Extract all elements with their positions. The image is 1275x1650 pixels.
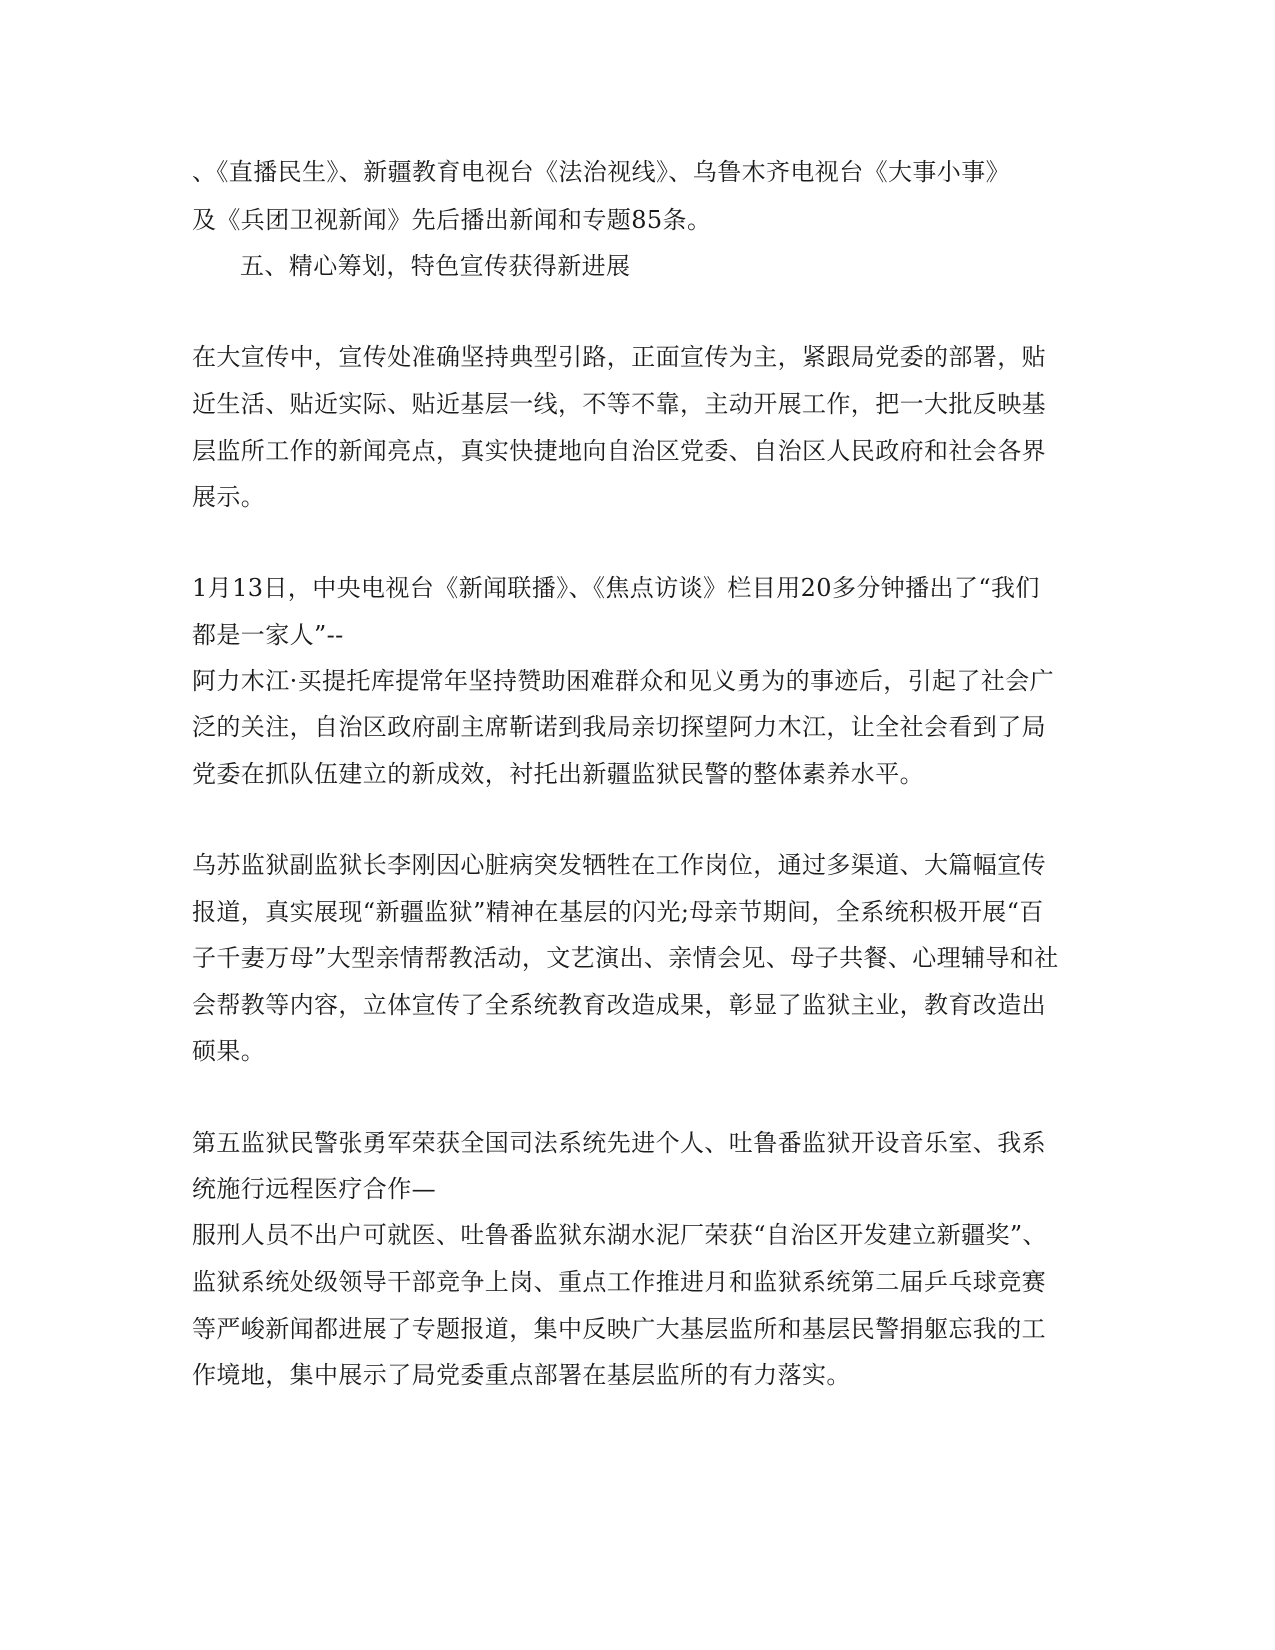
text-line: 近生活、贴近实际、贴近基层一线，不等不靠，主动开展工作，把一大批反映基 bbox=[192, 390, 1046, 418]
text-line: 等严峻新闻都进展了专题报道，集中反映广大基层监所和基层民警捐躯忘我的工 bbox=[192, 1315, 1046, 1343]
text-line: 监狱系统处级领导干部竞争上岗、重点工作推进月和监狱系统第二届乒乓球竞赛 bbox=[192, 1268, 1046, 1296]
text-line: 党委在抓队伍建立的新成效，衬托出新疆监狱民警的整体素养水平。 bbox=[192, 760, 924, 788]
text-line: 报道，真实展现“新疆监狱”精神在基层的闪光;母亲节期间，全系统积极开展“百 bbox=[192, 898, 1044, 926]
text-line: 第五监狱民警张勇军荣获全国司法系统先进个人、吐鲁番监狱开设音乐室、我系 bbox=[192, 1129, 1046, 1157]
text-line: 会帮教等内容，立体宣传了全系统教育改造成果，彰显了监狱主业，教育改造出 bbox=[192, 991, 1046, 1019]
text-line: 阿力木江·买提托库提常年坚持赞助困难群众和见义勇为的事迹后，引起了社会广 bbox=[192, 667, 1055, 695]
text-line: 及《兵团卫视新闻》先后播出新闻和专题85条。 bbox=[192, 206, 712, 234]
text-line: 统施行远程医疗合作— bbox=[192, 1175, 436, 1203]
text-line: 都是一家人”-- bbox=[192, 621, 344, 649]
text-line: 乌苏监狱副监狱长李刚因心脏病突发牺牲在工作岗位，通过多渠道、大篇幅宣传 bbox=[192, 851, 1046, 879]
text-line: 作境地，集中展示了局党委重点部署在基层监所的有力落实。 bbox=[192, 1361, 851, 1389]
text-line: 1月13日，中央电视台《新闻联播》、《焦点访谈》栏目用20多分钟播出了“我们 bbox=[192, 574, 1040, 602]
text-line: 泛的关注，自治区政府副主席靳诺到我局亲切探望阿力木江，让全社会看到了局 bbox=[192, 713, 1046, 741]
text-line: 硕果。 bbox=[192, 1037, 266, 1065]
text-line: 、《直播民生》、新疆教育电视台《法治视线》、乌鲁木齐电视台《大事小事》 bbox=[192, 158, 1010, 186]
text-line: 服刑人员不出户可就医、吐鲁番监狱东湖水泥厂荣获“自治区开发建立新疆奖”、 bbox=[192, 1221, 1047, 1249]
text-line: 层监所工作的新闻亮点，真实快捷地向自治区党委、自治区人民政府和社会各界 bbox=[192, 437, 1046, 465]
text-line: 子千妻万母”大型亲情帮教活动，文艺演出、亲情会见、母子共餐、心理辅导和社 bbox=[192, 944, 1059, 972]
text-line: 展示。 bbox=[192, 483, 266, 511]
text-line: 在大宣传中，宣传处准确坚持典型引路，正面宣传为主，紧跟局党委的部署，贴 bbox=[192, 343, 1046, 371]
section-heading: 五、精心筹划，特色宣传获得新进展 bbox=[240, 252, 631, 280]
